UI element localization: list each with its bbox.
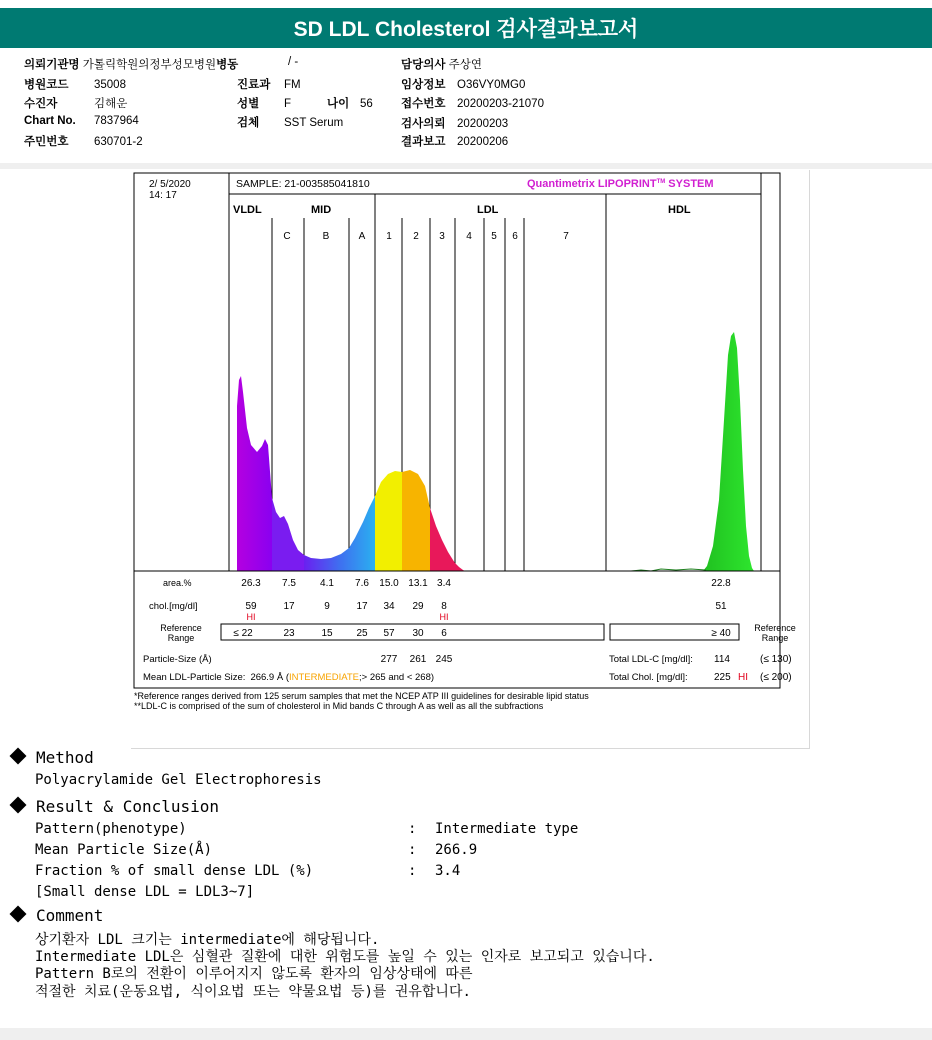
area-value: 13.1 [408,578,428,589]
lipoprint-figure [131,170,809,748]
band-label: B [322,231,330,242]
code-label: 병원코드 [24,79,69,91]
clinical-value: O36VY0MG0 [457,79,526,91]
report-time: 14: 17 [149,190,177,201]
footnote: *Reference ranges derived from 125 serum samples that met the NCEP ATP III guidelines for desirable lipid status [134,691,589,701]
divider [0,163,932,169]
chol-value: 51 [715,601,727,612]
patient-label: 수진자 [24,98,58,110]
group-vldl: VLDL [233,204,262,216]
diamond-bullet-icon [10,797,27,814]
band-label: 7 [563,231,569,242]
chol-value: 29 [412,601,424,612]
lipoprint-report [131,170,810,749]
chol-value: 59 [245,601,257,612]
reported-value: 20200206 [457,136,509,148]
comment-line: Pattern B로의 전환이 이루어지지 않도록 환자의 임상상태에 따른 [35,966,473,982]
method-heading: Method [8,748,94,767]
result-note: [Small dense LDL = LDL3~7] [35,884,255,900]
group-mid: MID [311,204,332,216]
footer-strip [0,1028,932,1040]
ref-value: 15 [321,628,333,639]
mean-ldl-size: Mean LDL-Particle Size: 266.9 Å (INTERMEDIATE;> 265 and < 268) [143,672,435,683]
sex-value: F [284,98,292,110]
receipt-value: 20200203-21070 [457,98,544,110]
result-row-value: 3.4 [435,863,461,879]
band-label: C [283,231,291,242]
age-label: 나이 [327,98,350,110]
doctor-value: 주상연 [448,59,482,71]
ref-value: 25 [356,628,368,639]
band-label: 5 [491,231,497,242]
chol-value: 17 [283,601,295,612]
particle-size-value: 245 [435,654,453,665]
area-value: 7.6 [355,578,369,589]
hospital-label: 의뢰기관명 [24,59,80,71]
area-value: 4.1 [320,578,334,589]
total-chol-label: Total Chol. [mg/dl]: [609,672,688,683]
area-value: 3.4 [437,578,451,589]
footnote: **LDL-C is comprised of the sum of cholesterol in Mid bands C through A as well as all the subfractions [134,701,544,711]
ref-right-label: Range [761,633,789,643]
ref-value: ≥ 40 [711,628,731,639]
result-heading: Result & Conclusion [8,797,219,816]
total-ldl-ref: (≤ 130) [760,654,792,665]
ref-right-label: Reference [754,623,796,633]
receipt-label: 접수번호 [401,98,446,110]
result-row-value: Intermediate type [435,821,579,837]
result-row-label: Pattern(phenotype) [35,821,187,837]
area-value: 22.8 [711,578,731,589]
band-label: 4 [466,231,472,242]
id-value: 630701-2 [94,136,143,148]
comment-heading: Comment [8,906,103,925]
chart-label: Chart No. [24,115,76,127]
particle-size-value: 277 [380,654,398,665]
report-title: SD LDL Cholesterol 검사결과보고서 [0,8,932,48]
total-ldl-value: 114 [714,654,730,665]
id-label: 주민번호 [24,136,69,148]
chol-value: 17 [356,601,368,612]
row-label-chol: chol.[mg/dl] [149,601,198,612]
band-label: 3 [439,231,445,242]
result-row-label: Fraction % of small dense LDL (%) [35,863,314,879]
method-text: Polyacrylamide Gel Electrophoresis [35,772,322,788]
dept-label: 진료과 [237,79,271,91]
row-label-area: area.% [163,578,192,588]
diamond-bullet-icon [10,748,27,765]
total-chol-value: 225 [714,672,731,683]
brand-name: Quantimetrix LIPOPRINT™ SYSTEM [527,178,714,190]
ref-value: 23 [283,628,295,639]
band-label: 6 [512,231,518,242]
result-row-label: Mean Particle Size(Å) [35,842,213,858]
total-chol-ref: (≤ 200) [760,672,792,683]
request-value: 20200203 [457,118,509,130]
clinical-label: 임상정보 [401,79,446,91]
ref-value: 30 [412,628,424,639]
reported-label: 결과보고 [401,136,446,148]
ward-label: 병동 [216,59,239,71]
code-value: 35008 [94,79,126,91]
request-label: 검사의뢰 [401,118,446,130]
dept-value: FM [284,79,301,91]
area-value: 26.3 [241,578,261,589]
comment-line: Intermediate LDL은 심혈관 질환에 대한 위험도를 높일 수 있는 인자로 보고되고 있습니다. [35,949,655,965]
ref-label: Reference [160,623,202,633]
hospital-value: 가톨릭학원의정부성모병원 [82,59,217,71]
doctor-label: 담당의사 [401,59,446,71]
result-row-colon: : [408,842,417,858]
particle-size-label: Particle-Size (Å) [143,654,212,665]
chol-value: 8 [441,601,447,612]
band-label: A [358,231,366,242]
area-value: 15.0 [379,578,399,589]
sex-label: 성별 [237,98,260,110]
chol-value: 34 [383,601,395,612]
specimen-label: 검체 [237,117,260,129]
band-label: 1 [386,231,392,242]
ref-value: ≤ 22 [233,628,253,639]
result-row-value: 266.9 [435,842,478,858]
particle-size-value: 261 [409,654,427,665]
area-value: 7.5 [282,578,296,589]
band-label: 2 [413,231,419,242]
patient-value: 김해운 [94,98,128,110]
ward-value: / - [288,56,299,68]
sample-id: SAMPLE: 21-003585041810 [236,178,370,190]
total-ldl-label: Total LDL-C [mg/dl]: [609,654,693,665]
chart-value: 7837964 [94,115,139,127]
hi-flag: HI [439,612,449,622]
specimen-value: SST Serum [284,117,344,129]
total-chol-flag: HI [738,672,748,683]
hi-flag: HI [246,612,256,622]
age-value: 56 [360,98,373,110]
group-hdl: HDL [668,204,691,216]
diamond-bullet-icon [10,906,27,923]
comment-line: 적절한 치료(운동요법, 식이요법 또는 약물요법 등)를 권유합니다. [35,984,471,1000]
group-ldl: LDL [477,204,499,216]
chol-value: 9 [324,601,330,612]
ref-value: 6 [441,628,447,639]
ref-label: Range [167,633,195,643]
result-row-colon: : [408,863,417,879]
result-row-colon: : [408,821,417,837]
report-date: 2/ 5/2020 [149,179,191,190]
comment-line: 상기환자 LDL 크기는 intermediate에 해당됩니다. [35,932,380,948]
ref-value: 57 [383,628,395,639]
